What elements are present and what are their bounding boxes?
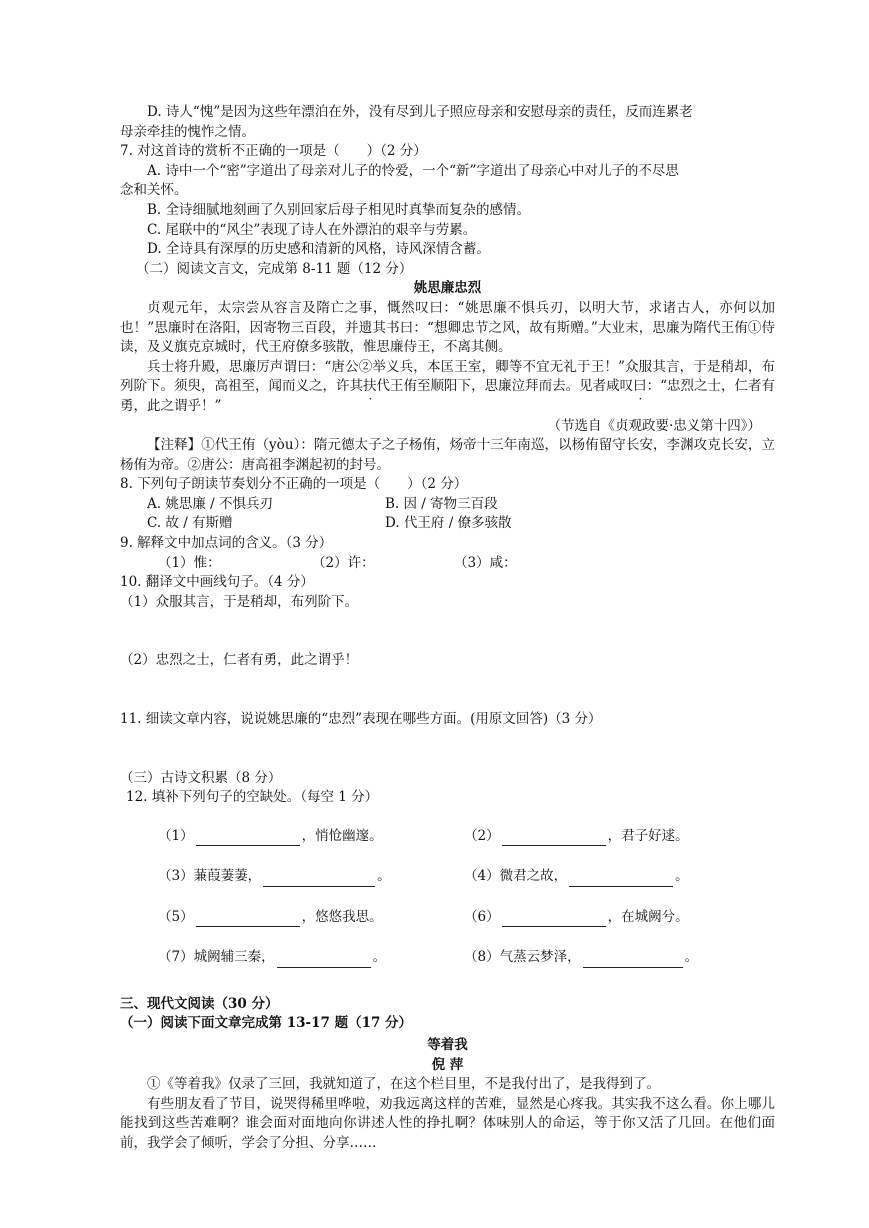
blank-item-1: （1） ，悄怆幽邃。 [158,827,464,847]
classical-text-note: 【注释】①代王侑（yòu）：隋元德太子之子杨侑，炀帝十三年南巡，以杨侑留守长安，李渊攻克长安，立杨侑为帝。②唐公：唐高祖李渊起初的封号。 [120,437,775,473]
fill-blank-3[interactable] [263,871,375,887]
blank-item-5: （5） ，悠悠我思。 [158,908,464,928]
q7-option-b: B. 全诗细腻地刻画了久别回家后母子相见时真挚而复杂的感情。 [147,201,531,218]
blanks-row-4 [120,948,775,989]
q10-sentence-1: （1）众服其言，于是稍却，布列阶下。 [120,593,359,610]
q8-options-row1 [120,495,775,515]
fill-blank-1[interactable] [196,830,300,846]
q8-option-d: D. 代王府 / 僚多骇散 [385,515,512,532]
q7-stem: 7. 对这首诗的赏析不正确的一项是（ ）（2 分） [120,143,427,160]
q7-option-a: A. 诗中一个“密”字道出了母亲对儿子的怜爱，一个“新”字道出了母亲心中对儿子的不尽思 [147,162,679,179]
q8-stem: 8. 下列句子朗读节奏划分不正确的一项是（ ）（2 分） [120,476,468,493]
article-para1: ①《等着我》仅录了三回，我就知道了，在这个栏目里，不是我付出了，是我得到了。 [147,1076,660,1093]
blank-item-6: （6） ，在城阙兮。 [464,908,770,928]
classical-text-title: 姚思廉忠烈 [413,280,482,297]
q9-word-1: （1）惟： [158,554,221,571]
blank-item-3: （3） 蒹葭萋萋， 。 [158,867,464,887]
exam-page [120,0,775,1154]
q12-stem: 12. 填补下列句子的空缺处。（每空 1 分） [126,789,379,806]
article-author: 倪 萍 [431,1056,464,1073]
blanks-row-2 [120,867,775,908]
answer-space[interactable] [120,730,775,769]
classical-text-source: （节选自《贞观政要·忠义第十四》） [547,417,761,434]
q9-word-3: （3）咸： [454,554,517,571]
blanks-row-1 [120,827,775,868]
q8-option-a: A. 姚思廉 / 不惧兵刃 [147,495,273,512]
classical-text-para1: 贞观元年，太宗尝从容言及隋亡之事，慨然叹曰：“姚思廉不惧兵刃，以明大节，求诸古人，亦何以加也！”思廉时在洛阳，因寄物三百段，并遗其书曰：“想卿忠节之风，故有斯赠。”大业末，思廉为隋代王侑①侍读，及义旗克京城时，代王府僚多骇散，惟思廉侍王，不离其侧。 [120,299,775,356]
q10-sentence-2: （2）忠烈之士，仁者有勇，此之谓乎！ [120,652,359,669]
dotted-word-xian: 咸 · [606,378,620,394]
q8-options-row2 [120,514,775,534]
blank-item-4: （4） 微君之故， 。 [464,867,770,887]
q8-option-c: C. 故 / 有斯赠 [147,515,233,532]
fill-blank-7[interactable] [277,952,371,968]
q9-stem: 9. 解释文中加点词的含义。（3 分） [120,535,333,552]
q9-word-2: （2）许： [312,554,375,571]
part2-heading: （二）阅读文言文，完成第 8-11 题（12 分） [136,260,413,277]
q6-option-d: D. 诗人“愧”是因为这些年漂泊在外，没有尽到儿子照应母亲和安慰母亲的责任，反而连累老 [147,104,693,120]
fill-blank-6[interactable] [502,911,606,927]
q7-option-d: D. 全诗具有深厚的历史感和清新的风格，诗风深情含蓄。 [147,241,490,258]
fill-blank-5[interactable] [196,911,300,927]
dotted-word-xu: 许 · [336,378,350,394]
fill-blank-2[interactable] [502,830,606,846]
section3-subheading: （一）阅读下面文章完成第 13-17 题（17 分） [120,1015,413,1032]
blank-item-8: （8） 气蒸云梦泽， 。 [464,948,770,968]
q10-stem: 10. 翻译文中画线句子。（4 分） [120,574,314,591]
blank-item-7: （7） 城阙辅三秦， 。 [158,948,464,968]
q8-option-b: B. 因 / 寄物三百段 [385,495,498,512]
part3-heading: （三）古诗文积累（8 分） [120,769,282,786]
q7-option-a-cont: 念和关怀。 [120,182,188,199]
answer-space[interactable] [120,612,775,651]
fill-blank-8[interactable] [583,952,683,968]
q6-option-d-cont: 母亲牵挂的愧怍之情。 [120,123,255,140]
article-para2: 有些朋友看了节目，说哭得稀里哗啦，劝我远离这样的苦难，显然是心疼我。其实我不这么看。你上哪儿能找到这些苦难啊？谁会面对面地向你讲述人性的挣扎啊？体味别人的命运，等于你又活了几回。在他们面前，我学会了倾听，学会了分担、分享…… [120,1095,775,1151]
blanks-row-3 [120,908,775,949]
q9-words [120,554,775,574]
section3-heading: 三、现代文阅读（30 分） [120,995,279,1012]
classical-text-para2: 兵士将升殿，思廉厉声谓曰：“唐公②举义兵，本匡王室，卿等不宜无礼于王！”众服其言，于是稍却，布列阶下。须臾，高祖至，闻而义之，许 ·其扶代王侑至顺阳下，思廉泣拜而去。见者咸 ·叹曰：“忠烈之士，仁者有勇，此之谓乎！” [120,358,775,417]
fill-blank-4[interactable] [569,871,673,887]
q11-stem: 11. 细读文章内容，说说姚思廉的“忠烈”表现在哪些方面。(用原文回答)（3 分） [120,711,602,728]
article-title: 等着我 [427,1037,468,1053]
blank-item-2: （2） ，君子好逑。 [464,827,770,847]
q7-option-c: C. 尾联中的“风尘”表现了诗人在外漂泊的艰辛与劳累。 [147,221,477,238]
answer-space[interactable] [120,671,775,710]
